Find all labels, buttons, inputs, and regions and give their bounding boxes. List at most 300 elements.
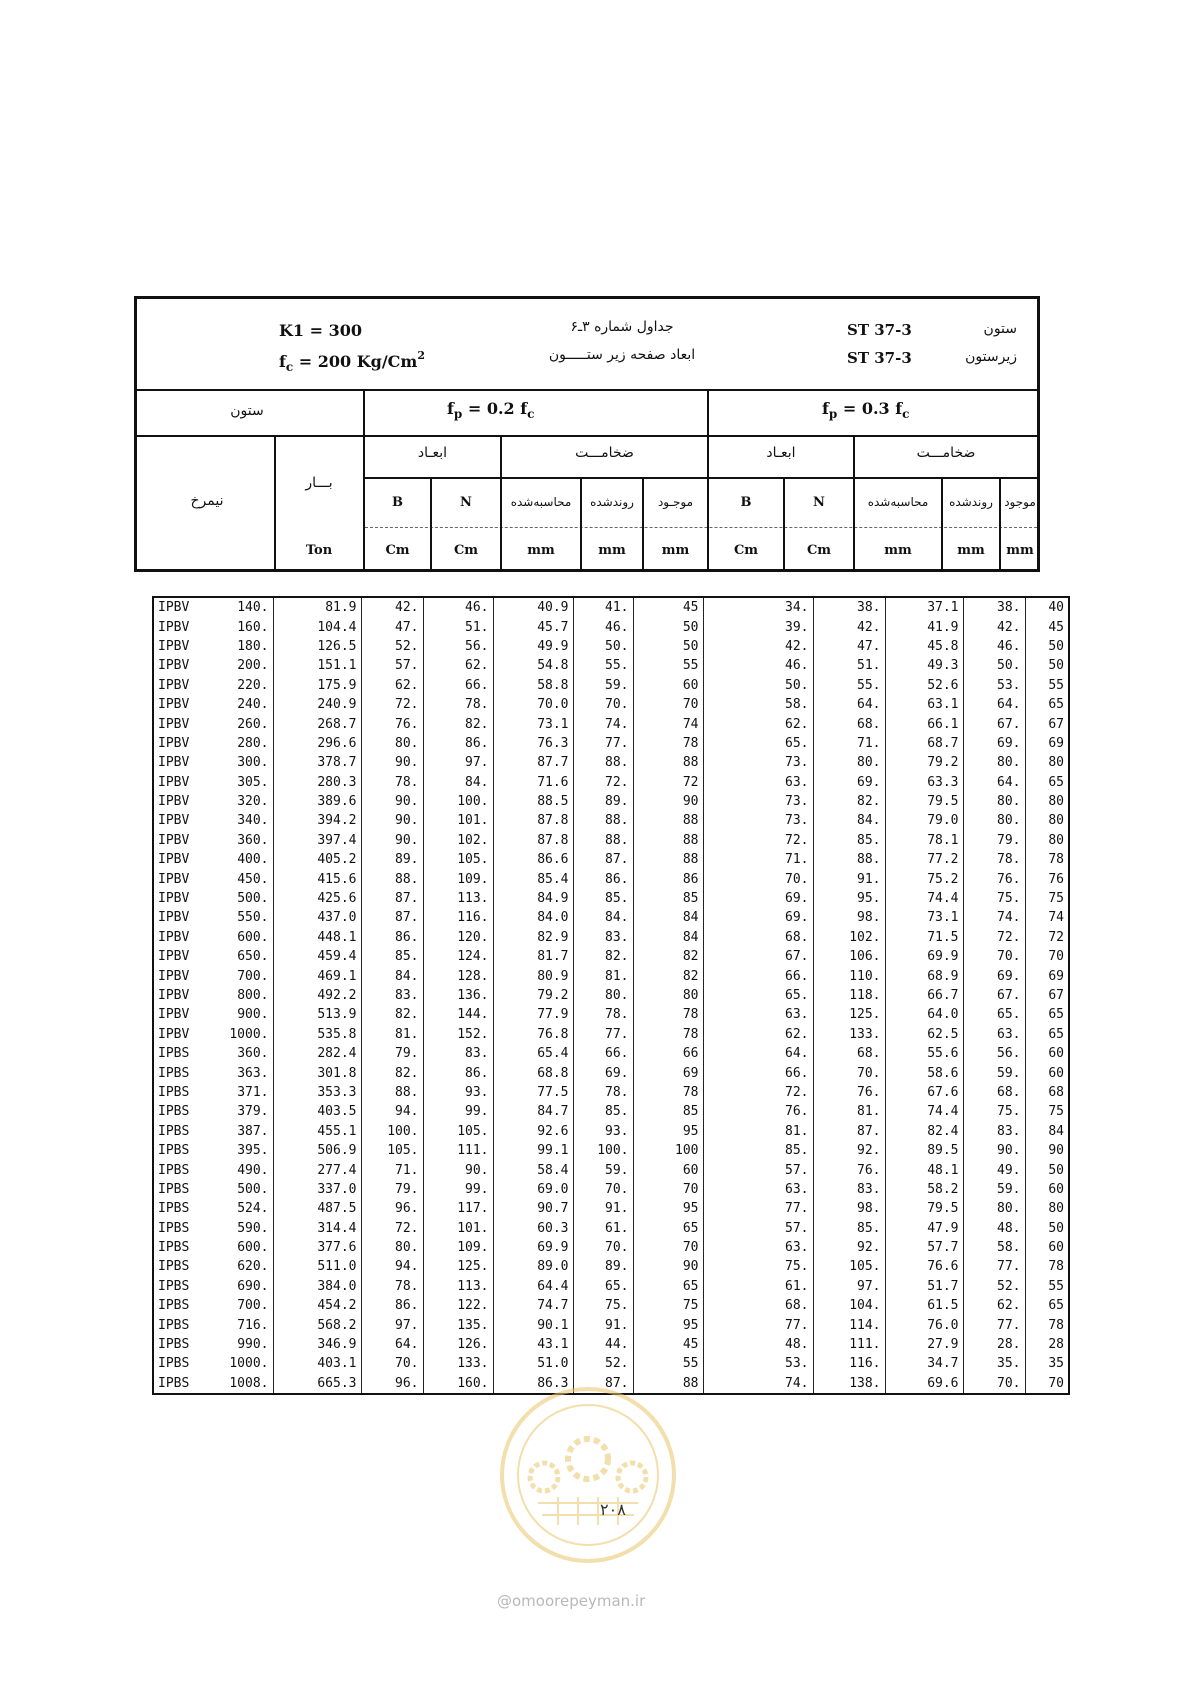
cell-thick-calc-1: 76.3 <box>493 734 573 753</box>
cell-b2: 77. <box>743 1315 813 1334</box>
cell-n1: 101. <box>423 1219 493 1238</box>
cell-thick-round-2: 80. <box>963 792 1025 811</box>
table-row <box>153 928 1069 947</box>
cell-thick-round-2: 50. <box>963 656 1025 675</box>
cell-n1: 97. <box>423 753 493 772</box>
cell-thick-calc-2: 51.7 <box>885 1277 963 1296</box>
cell-n1: 109. <box>423 869 493 888</box>
cell-n1: 90. <box>423 1160 493 1179</box>
cell-section-type: IPBV <box>153 714 211 733</box>
cell-n1: 102. <box>423 831 493 850</box>
cell-thick-avail-2: 28 <box>1025 1335 1069 1354</box>
cell-section-size: 160. <box>211 617 273 636</box>
table-gap <box>703 617 743 636</box>
cell-b1: 71. <box>361 1160 423 1179</box>
col-avail-2: موجود <box>1004 495 1036 509</box>
cell-b2: 34. <box>743 597 813 617</box>
cell-section-size: 305. <box>211 773 273 792</box>
cell-b2: 65. <box>743 734 813 753</box>
cell-thick-round-1: 93. <box>573 1122 633 1141</box>
cell-b2: 65. <box>743 986 813 1005</box>
cell-thick-calc-2: 57.7 <box>885 1238 963 1257</box>
cell-n2: 69. <box>813 773 885 792</box>
cell-section-size: 490. <box>211 1160 273 1179</box>
cell-thick-round-1: 66. <box>573 1044 633 1063</box>
cell-b1: 64. <box>361 1335 423 1354</box>
cell-section-size: 240. <box>211 695 273 714</box>
col-N-2: N <box>813 495 825 510</box>
cell-b2: 62. <box>743 714 813 733</box>
cell-n1: 135. <box>423 1315 493 1334</box>
cell-thick-round-1: 77. <box>573 1025 633 1044</box>
cell-thick-avail-1: 88 <box>633 1374 703 1394</box>
cell-load: 469.1 <box>273 966 361 985</box>
cell-n2: 51. <box>813 656 885 675</box>
cell-n2: 81. <box>813 1102 885 1121</box>
cell-section-type: IPBS <box>153 1296 211 1315</box>
cell-b1: 42. <box>361 597 423 617</box>
cell-thick-avail-2: 72 <box>1025 928 1069 947</box>
table-row <box>153 637 1069 656</box>
cell-load: 353.3 <box>273 1083 361 1102</box>
cell-load: 511.0 <box>273 1257 361 1276</box>
cell-section-type: IPBS <box>153 1102 211 1121</box>
cell-n2: 133. <box>813 1025 885 1044</box>
cell-thick-calc-1: 69.9 <box>493 1238 573 1257</box>
cell-b2: 48. <box>743 1335 813 1354</box>
cell-thick-avail-1: 75 <box>633 1296 703 1315</box>
cell-n1: 100. <box>423 792 493 811</box>
cell-load: 506.9 <box>273 1141 361 1160</box>
cell-thick-calc-1: 99.1 <box>493 1141 573 1160</box>
cell-section-type: IPBS <box>153 1063 211 1082</box>
cell-thick-round-1: 87. <box>573 850 633 869</box>
cell-b2: 75. <box>743 1257 813 1276</box>
cell-load: 280.3 <box>273 773 361 792</box>
cell-thick-avail-2: 75 <box>1025 1102 1069 1121</box>
cell-thick-calc-2: 66.1 <box>885 714 963 733</box>
cell-thick-round-1: 41. <box>573 597 633 617</box>
cell-thick-round-2: 56. <box>963 1044 1025 1063</box>
table-gap <box>703 1277 743 1296</box>
unit-B-1: Cm <box>385 543 410 558</box>
table-row <box>153 1238 1069 1257</box>
cell-thick-avail-1: 95 <box>633 1122 703 1141</box>
cell-thick-avail-2: 80 <box>1025 831 1069 850</box>
unit-round-2: mm <box>957 543 985 558</box>
cell-n1: 86. <box>423 1063 493 1082</box>
cell-thick-calc-2: 58.6 <box>885 1063 963 1082</box>
cell-thick-avail-2: 75 <box>1025 889 1069 908</box>
cell-thick-calc-2: 79.5 <box>885 1199 963 1218</box>
cell-section-size: 524. <box>211 1199 273 1218</box>
cell-section-type: IPBV <box>153 811 211 830</box>
dims-label-1: ابعـاد <box>417 445 448 461</box>
unit-calc-2: mm <box>884 543 912 558</box>
table-subtitle: ابعاد صفحه زیر ستـــــون <box>548 347 696 363</box>
cell-section-type: IPBV <box>153 792 211 811</box>
cell-section-size: 400. <box>211 850 273 869</box>
table-gap <box>703 637 743 656</box>
cell-load: 394.2 <box>273 811 361 830</box>
cell-n1: 124. <box>423 947 493 966</box>
table-gap <box>703 869 743 888</box>
table-gap <box>703 947 743 966</box>
cell-b1: 94. <box>361 1102 423 1121</box>
cell-load: 268.7 <box>273 714 361 733</box>
cell-thick-calc-1: 77.5 <box>493 1083 573 1102</box>
cell-thick-avail-1: 88 <box>633 811 703 830</box>
table-row <box>153 908 1069 927</box>
cell-load: 455.1 <box>273 1122 361 1141</box>
cell-section-type: IPBS <box>153 1315 211 1334</box>
cell-thick-avail-2: 68 <box>1025 1083 1069 1102</box>
cell-b1: 47. <box>361 617 423 636</box>
cell-thick-calc-2: 76.0 <box>885 1315 963 1334</box>
cell-thick-avail-2: 60 <box>1025 1044 1069 1063</box>
header-divider <box>363 389 365 569</box>
cell-b1: 78. <box>361 773 423 792</box>
cell-thick-round-2: 68. <box>963 1083 1025 1102</box>
cell-load: 301.8 <box>273 1063 361 1082</box>
cell-thick-round-1: 70. <box>573 1238 633 1257</box>
cell-section-size: 220. <box>211 676 273 695</box>
cell-b2: 64. <box>743 1044 813 1063</box>
table-row <box>153 1044 1069 1063</box>
page-number: ۲۰۸ <box>600 1500 626 1519</box>
cell-n1: 136. <box>423 986 493 1005</box>
cell-section-size: 500. <box>211 889 273 908</box>
cell-load: 337.0 <box>273 1180 361 1199</box>
cell-thick-calc-2: 52.6 <box>885 676 963 695</box>
table-row <box>153 1180 1069 1199</box>
unit-avail-1: mm <box>661 543 690 558</box>
table-gap <box>703 1141 743 1160</box>
cell-b2: 68. <box>743 928 813 947</box>
table-gap <box>703 1025 743 1044</box>
cell-section-size: 700. <box>211 966 273 985</box>
cell-thick-calc-1: 90.1 <box>493 1315 573 1334</box>
cell-thick-calc-1: 88.5 <box>493 792 573 811</box>
cell-thick-avail-1: 65 <box>633 1219 703 1238</box>
cell-thick-avail-1: 88 <box>633 850 703 869</box>
cell-thick-avail-2: 55 <box>1025 676 1069 695</box>
cell-b2: 73. <box>743 753 813 772</box>
table-row <box>153 773 1069 792</box>
cell-thick-calc-1: 87.8 <box>493 831 573 850</box>
cell-thick-avail-1: 55 <box>633 656 703 675</box>
cell-thick-round-1: 81. <box>573 966 633 985</box>
cell-thick-calc-2: 58.2 <box>885 1180 963 1199</box>
cell-thick-round-1: 59. <box>573 1160 633 1179</box>
cell-thick-round-1: 89. <box>573 792 633 811</box>
table-row <box>153 1122 1069 1141</box>
table-gap <box>703 889 743 908</box>
cell-thick-round-1: 80. <box>573 986 633 1005</box>
cell-thick-calc-2: 27.9 <box>885 1335 963 1354</box>
cell-thick-avail-2: 65 <box>1025 773 1069 792</box>
cell-b1: 86. <box>361 1296 423 1315</box>
cell-n2: 88. <box>813 850 885 869</box>
cell-thick-avail-2: 78 <box>1025 1257 1069 1276</box>
cell-b2: 74. <box>743 1374 813 1394</box>
cell-load: 397.4 <box>273 831 361 850</box>
cell-load: 403.1 <box>273 1354 361 1373</box>
cell-thick-round-1: 88. <box>573 753 633 772</box>
cell-load: 175.9 <box>273 676 361 695</box>
cell-load: 314.4 <box>273 1219 361 1238</box>
base-steel-grade: ST 37-3 <box>847 349 912 367</box>
cell-load: 151.1 <box>273 656 361 675</box>
table-gap <box>703 1160 743 1179</box>
cell-thick-avail-1: 88 <box>633 753 703 772</box>
cell-thick-round-1: 61. <box>573 1219 633 1238</box>
cell-n2: 85. <box>813 831 885 850</box>
table-gap <box>703 831 743 850</box>
cell-thick-calc-1: 89.0 <box>493 1257 573 1276</box>
cell-load: 296.6 <box>273 734 361 753</box>
cell-section-size: 1000. <box>211 1025 273 1044</box>
cell-thick-calc-2: 68.7 <box>885 734 963 753</box>
table-row <box>153 1141 1069 1160</box>
table-gap <box>703 1238 743 1257</box>
table-row <box>153 1160 1069 1179</box>
col-B-2: B <box>740 495 752 510</box>
cell-thick-round-2: 72. <box>963 928 1025 947</box>
table-gap <box>703 656 743 675</box>
cell-thick-avail-1: 72 <box>633 773 703 792</box>
cell-b2: 50. <box>743 676 813 695</box>
cell-b1: 57. <box>361 656 423 675</box>
cell-thick-calc-2: 41.9 <box>885 617 963 636</box>
cell-thick-avail-2: 67 <box>1025 714 1069 733</box>
cell-b1: 88. <box>361 1083 423 1102</box>
cell-thick-calc-2: 77.2 <box>885 850 963 869</box>
cell-thick-avail-2: 70 <box>1025 1374 1069 1394</box>
cell-n1: 93. <box>423 1083 493 1102</box>
table-row <box>153 986 1069 1005</box>
cell-b1: 87. <box>361 908 423 927</box>
cell-load: 277.4 <box>273 1160 361 1179</box>
cell-thick-round-1: 86. <box>573 869 633 888</box>
cell-thick-avail-1: 82 <box>633 947 703 966</box>
cell-thick-avail-1: 78 <box>633 1083 703 1102</box>
table-row <box>153 714 1069 733</box>
cell-thick-calc-1: 74.7 <box>493 1296 573 1315</box>
cell-thick-avail-1: 70 <box>633 695 703 714</box>
unit-N-2: Cm <box>806 543 832 558</box>
cell-thick-round-2: 79. <box>963 831 1025 850</box>
cell-thick-avail-1: 45 <box>633 597 703 617</box>
cell-thick-round-2: 80. <box>963 811 1025 830</box>
cell-b1: 52. <box>361 637 423 656</box>
cell-section-type: IPBV <box>153 637 211 656</box>
cell-b1: 96. <box>361 1374 423 1394</box>
cell-n1: 78. <box>423 695 493 714</box>
cell-section-type: IPBS <box>153 1044 211 1063</box>
cell-thick-round-1: 72. <box>573 773 633 792</box>
cell-thick-round-2: 75. <box>963 889 1025 908</box>
cell-thick-calc-2: 76.6 <box>885 1257 963 1276</box>
cell-thick-calc-2: 79.2 <box>885 753 963 772</box>
cell-section-type: IPBV <box>153 947 211 966</box>
thick-label-1: ضخامـــت <box>575 445 634 461</box>
cell-thick-calc-1: 86.3 <box>493 1374 573 1394</box>
cell-thick-avail-1: 70 <box>633 1180 703 1199</box>
cell-b2: 57. <box>743 1219 813 1238</box>
cell-thick-round-2: 64. <box>963 773 1025 792</box>
cell-thick-avail-2: 80 <box>1025 1199 1069 1218</box>
cell-section-type: IPBV <box>153 986 211 1005</box>
cell-thick-round-2: 42. <box>963 617 1025 636</box>
cell-n1: 152. <box>423 1025 493 1044</box>
cell-n1: 105. <box>423 1122 493 1141</box>
cell-section-type: IPBS <box>153 1199 211 1218</box>
cell-thick-avail-1: 65 <box>633 1277 703 1296</box>
table-gap <box>703 1083 743 1102</box>
cell-thick-calc-2: 63.3 <box>885 773 963 792</box>
cell-b1: 70. <box>361 1354 423 1373</box>
unit-calc-1: mm <box>527 543 555 558</box>
cell-thick-calc-1: 84.9 <box>493 889 573 908</box>
table-title: جداول شماره ۳ـ۶ <box>570 319 674 335</box>
cell-thick-avail-2: 70 <box>1025 947 1069 966</box>
cell-thick-calc-2: 34.7 <box>885 1354 963 1373</box>
cell-thick-calc-1: 84.7 <box>493 1102 573 1121</box>
cell-b1: 94. <box>361 1257 423 1276</box>
cell-thick-calc-2: 45.8 <box>885 637 963 656</box>
cell-thick-round-1: 89. <box>573 1257 633 1276</box>
cell-b1: 78. <box>361 1277 423 1296</box>
cell-thick-avail-2: 40 <box>1025 597 1069 617</box>
col-round-1: روندشده <box>590 495 634 509</box>
table-gap <box>703 1257 743 1276</box>
cell-section-type: IPBS <box>153 1160 211 1179</box>
cell-section-type: IPBS <box>153 1141 211 1160</box>
cell-b1: 90. <box>361 792 423 811</box>
cell-thick-avail-1: 85 <box>633 889 703 908</box>
table-row <box>153 966 1069 985</box>
cell-thick-avail-2: 50 <box>1025 656 1069 675</box>
cell-thick-round-1: 78. <box>573 1005 633 1024</box>
cell-section-type: IPBV <box>153 831 211 850</box>
cell-section-size: 900. <box>211 1005 273 1024</box>
cell-thick-round-1: 70. <box>573 1180 633 1199</box>
cell-section-size: 379. <box>211 1102 273 1121</box>
table-gap <box>703 1102 743 1121</box>
table-gap <box>703 1219 743 1238</box>
header-divider <box>365 477 1037 479</box>
cell-thick-avail-2: 80 <box>1025 792 1069 811</box>
cell-n1: 113. <box>423 1277 493 1296</box>
cell-thick-round-2: 83. <box>963 1122 1025 1141</box>
fp-group-2: $f_p = 0.3$ $f_c$ <box>822 399 910 421</box>
table-gap <box>703 792 743 811</box>
cell-thick-avail-1: 95 <box>633 1199 703 1218</box>
cell-thick-avail-1: 88 <box>633 831 703 850</box>
cell-n1: 82. <box>423 714 493 733</box>
fc-value: $f_c = 200$ Kg/Cm$^2$ <box>279 349 425 374</box>
table-row <box>153 1277 1069 1296</box>
header-divider <box>274 435 276 569</box>
cell-n2: 92. <box>813 1141 885 1160</box>
table-gap <box>703 1354 743 1373</box>
base-label: زیرستون <box>965 349 1017 365</box>
cell-b1: 82. <box>361 1005 423 1024</box>
table-row <box>153 753 1069 772</box>
cell-thick-avail-1: 80 <box>633 986 703 1005</box>
col-round-2: روندشده <box>949 495 993 509</box>
cell-b2: 73. <box>743 811 813 830</box>
cell-thick-calc-2: 79.5 <box>885 792 963 811</box>
cell-thick-round-1: 46. <box>573 617 633 636</box>
cell-load: 454.2 <box>273 1296 361 1315</box>
cell-section-size: 340. <box>211 811 273 830</box>
cell-thick-round-1: 85. <box>573 1102 633 1121</box>
cell-b1: 84. <box>361 966 423 985</box>
cell-thick-round-1: 74. <box>573 714 633 733</box>
cell-section-type: IPBV <box>153 597 211 617</box>
cell-thick-calc-1: 84.0 <box>493 908 573 927</box>
cell-b1: 90. <box>361 831 423 850</box>
cell-thick-calc-1: 86.6 <box>493 850 573 869</box>
cell-b1: 79. <box>361 1044 423 1063</box>
cell-thick-round-2: 59. <box>963 1063 1025 1082</box>
cell-b2: 76. <box>743 1102 813 1121</box>
cell-thick-calc-2: 74.4 <box>885 1102 963 1121</box>
cell-thick-round-1: 78. <box>573 1083 633 1102</box>
cell-section-size: 300. <box>211 753 273 772</box>
cell-thick-avail-2: 45 <box>1025 617 1069 636</box>
cell-section-size: 360. <box>211 1044 273 1063</box>
cell-thick-avail-2: 80 <box>1025 811 1069 830</box>
cell-load: 346.9 <box>273 1335 361 1354</box>
cell-thick-avail-2: 76 <box>1025 869 1069 888</box>
cell-thick-round-1: 70. <box>573 695 633 714</box>
cell-thick-avail-1: 82 <box>633 966 703 985</box>
cell-thick-avail-2: 60 <box>1025 1238 1069 1257</box>
group-column-label: ستون <box>230 403 264 419</box>
cell-thick-calc-2: 75.2 <box>885 869 963 888</box>
cell-b1: 62. <box>361 676 423 695</box>
cell-thick-calc-2: 74.4 <box>885 889 963 908</box>
cell-thick-calc-1: 76.8 <box>493 1025 573 1044</box>
cell-n1: 86. <box>423 734 493 753</box>
cell-b1: 97. <box>361 1315 423 1334</box>
thick-label-2: ضخامـــت <box>916 445 976 461</box>
table-row <box>153 1199 1069 1218</box>
cell-thick-calc-2: 67.6 <box>885 1083 963 1102</box>
cell-b1: 82. <box>361 1063 423 1082</box>
column-steel-grade: ST 37-3 <box>847 321 912 339</box>
cell-b2: 63. <box>743 1180 813 1199</box>
cell-thick-avail-1: 60 <box>633 1160 703 1179</box>
cell-thick-round-2: 69. <box>963 966 1025 985</box>
cell-thick-round-2: 38. <box>963 597 1025 617</box>
cell-section-size: 260. <box>211 714 273 733</box>
cell-b1: 81. <box>361 1025 423 1044</box>
cell-b1: 96. <box>361 1199 423 1218</box>
header-divider <box>137 389 1037 391</box>
cell-section-type: IPBS <box>153 1219 211 1238</box>
cell-thick-round-2: 76. <box>963 869 1025 888</box>
cell-thick-calc-1: 85.4 <box>493 869 573 888</box>
cell-thick-calc-1: 58.8 <box>493 676 573 695</box>
cell-section-size: 650. <box>211 947 273 966</box>
cell-section-size: 600. <box>211 1238 273 1257</box>
cell-thick-round-2: 49. <box>963 1160 1025 1179</box>
section-label: نیمرخ <box>190 493 224 509</box>
